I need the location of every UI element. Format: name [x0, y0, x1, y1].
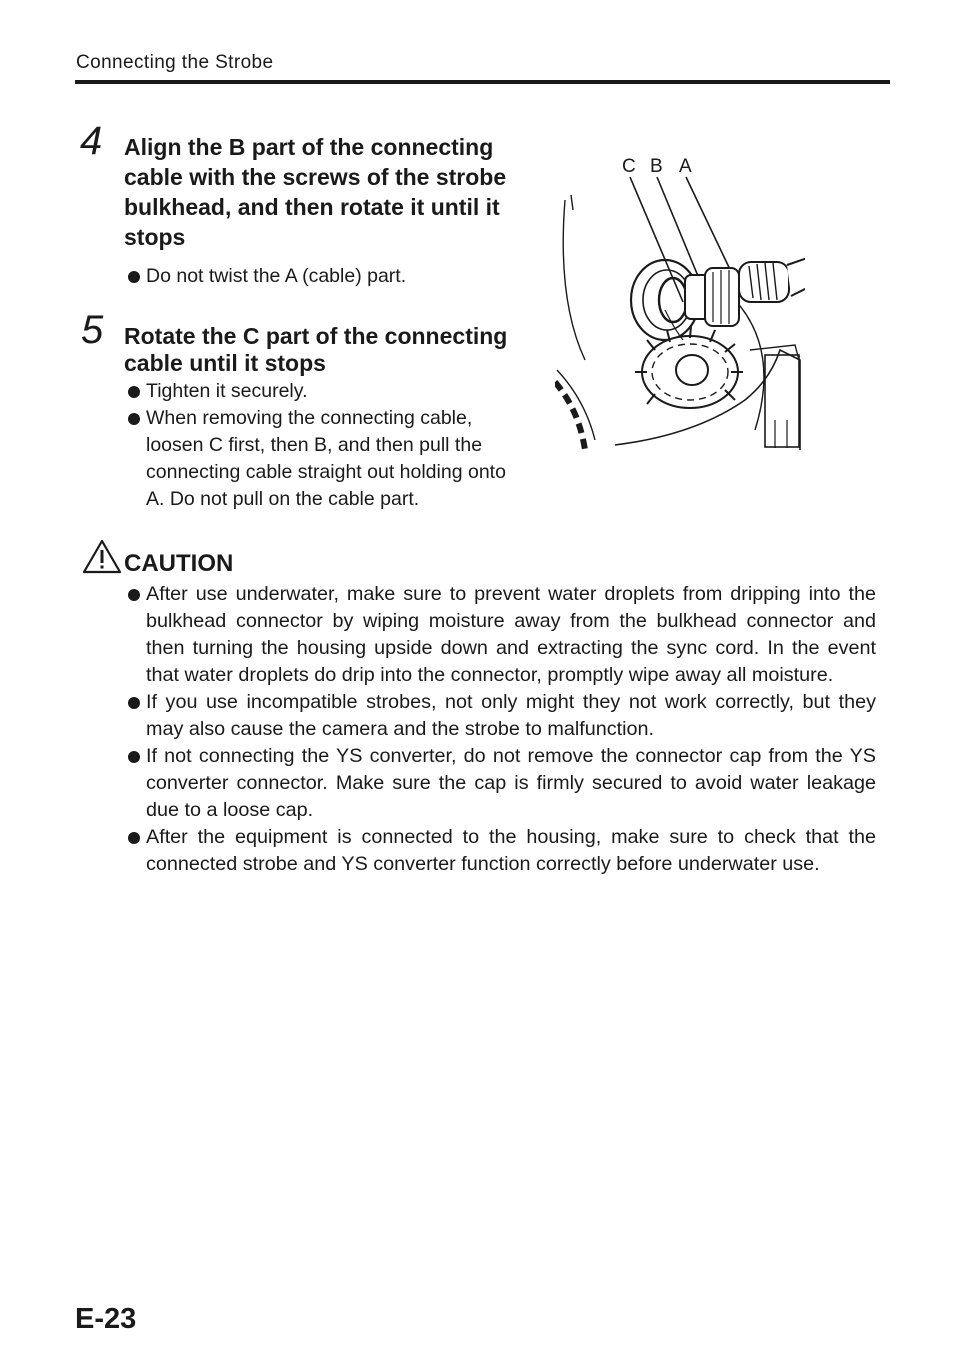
- page-header-title: Connecting the Strobe: [76, 52, 274, 73]
- bullet-dot-icon: [128, 832, 140, 844]
- header-rule: [75, 80, 890, 84]
- bullet-text: When removing the connecting cable, loosen C first, then B, and then pull the connecting cable straight out holding onto A. Do not pull on the cable part.: [146, 407, 506, 510]
- caution-item-text: After use underwater, make sure to prevent water droplets from dripping into the bulkhead connector by wiping moisture away from the bulkhead connector and then turning the housing upside down and extracting the sync cord. In the event that water droplets do drip into the connector, promptly wipe away all moisture.: [146, 583, 876, 686]
- list-item: [128, 743, 876, 824]
- list-item: [128, 378, 524, 405]
- connector-diagram-icon: [555, 150, 805, 452]
- step-4-number: 4: [80, 119, 103, 163]
- bullet-dot-icon: [128, 271, 140, 283]
- figure-label-c: C: [622, 156, 636, 177]
- caution-list: [128, 581, 876, 878]
- bullet-text: Do not twist the A (cable) part.: [146, 265, 407, 287]
- warning-triangle-icon: [82, 539, 122, 575]
- bullet-dot-icon: [128, 413, 140, 425]
- figure-label-a: A: [679, 156, 692, 177]
- bullet-text: Tighten it securely.: [146, 380, 308, 402]
- bullet-dot-icon: [128, 589, 140, 601]
- bullet-dot-icon: [128, 751, 140, 763]
- list-item: [128, 581, 876, 689]
- caution-title: CAUTION: [124, 550, 234, 577]
- list-item: [128, 689, 876, 743]
- connector-diagram: [555, 150, 805, 452]
- list-item: [128, 405, 524, 513]
- figure-label-b: B: [650, 156, 663, 177]
- caution-item-text: After the equipment is connected to the housing, make sure to check that the connected strobe and YS converter function correctly before underwater use.: [146, 826, 876, 875]
- step-4-bullets: [128, 263, 538, 290]
- step-5-title: Rotate the C part of the connecting cable until it stops: [124, 323, 508, 376]
- step-5-bullets: [128, 378, 524, 513]
- bullet-dot-icon: [128, 697, 140, 709]
- bullet-dot-icon: [128, 386, 140, 398]
- list-item: [128, 824, 876, 878]
- caution-item-text: If not connecting the YS converter, do not remove the connector cap from the YS converter connector. Make sure the cap is firmly secured to avoid water leakage due to a loose cap.: [146, 745, 876, 821]
- page-number: E-23: [75, 1303, 137, 1335]
- step-4-title: Align the B part of the connecting cable with the screws of the strobe bulkhead, and then rotate it until it stops: [124, 134, 507, 250]
- list-item: [128, 263, 538, 290]
- step-5-number: 5: [81, 308, 104, 352]
- caution-item-text: If you use incompatible strobes, not only might they not work correctly, but they may also cause the camera and the strobe to malfunction.: [146, 691, 876, 740]
